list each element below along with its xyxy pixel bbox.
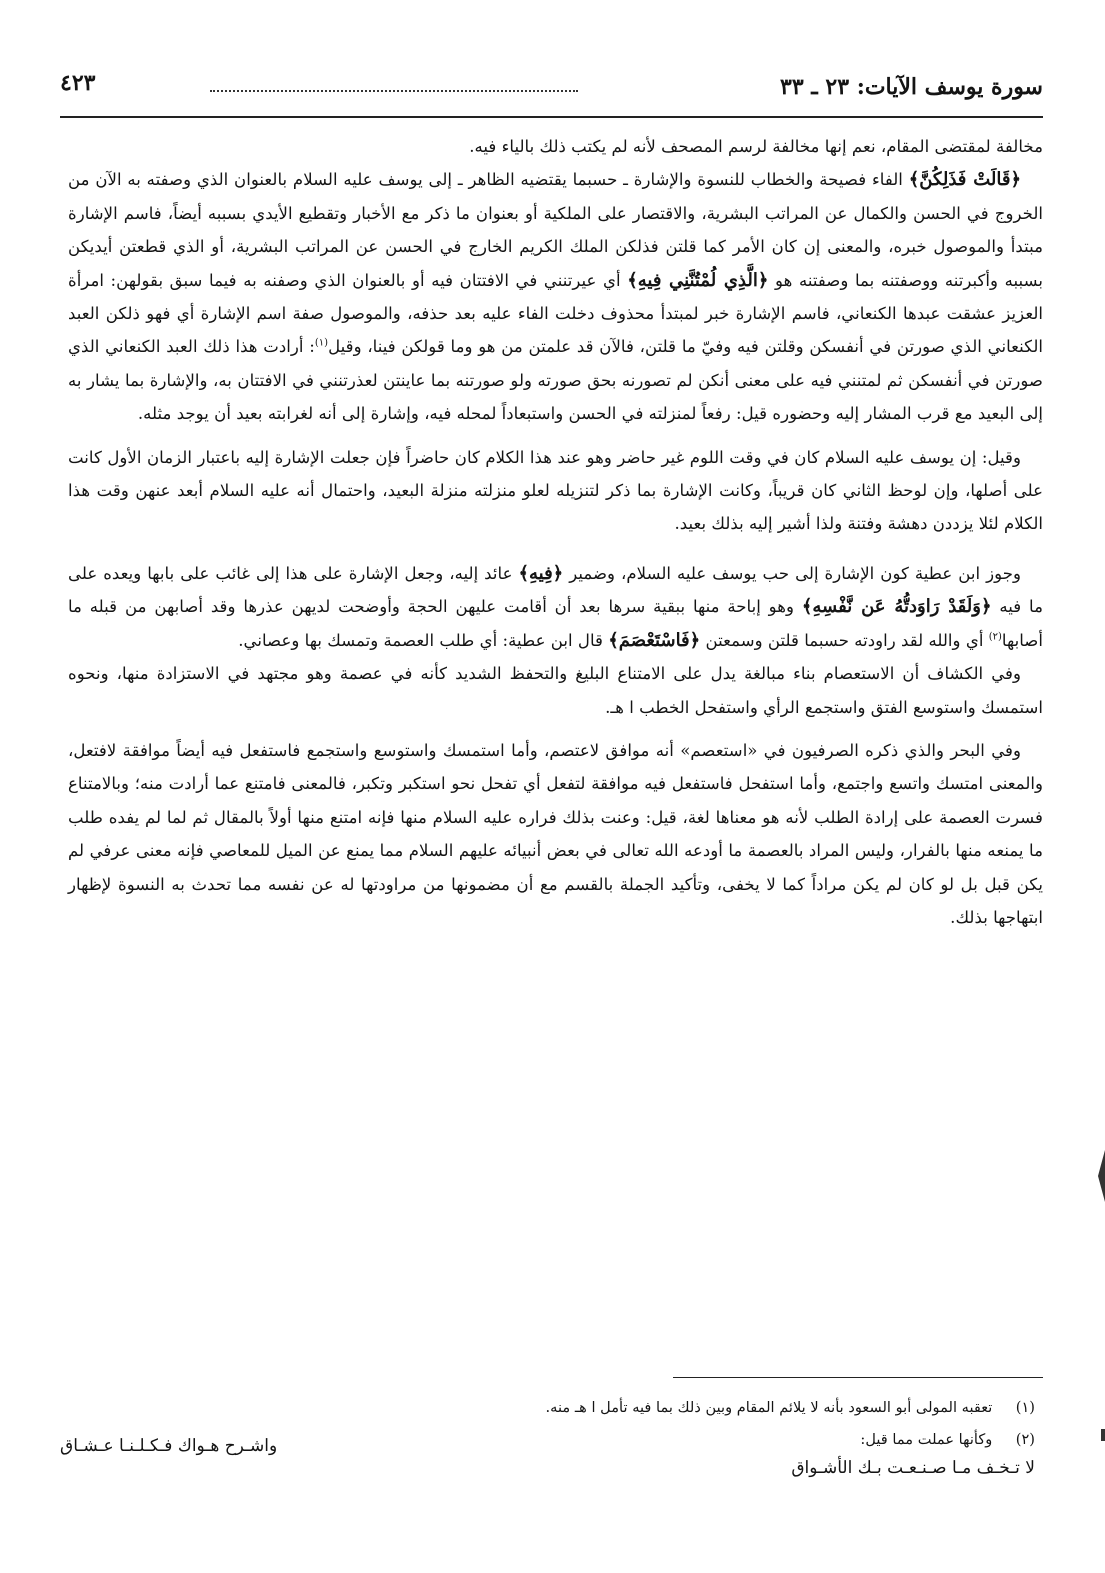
footnote-number: (١): [1015, 1399, 1035, 1416]
footnote-text: وكأنها عملت مما قيل:: [860, 1431, 993, 1448]
text-run: أي عيرتنني في الافتتان فيه أو بالعنوان الذي وصفنه به فيما سبق بقولهن: امرأة العزيز عشقت عبدها الكنعاني، فاسم الإشارة خبر لمبتدأ محذوف دخلت الفاء عليه بعد حذفه، والموصول صفة اسم الإشارة أي فهو ذلكن العبد الكنعاني الذي صورتن في أنفسكن وقلتن فيه وفيّ ما قلتن، فالآن قد علمتن من هو وما قولكن فينا، وقيل: [68, 270, 1043, 357]
text-run: الفاء فصيحة والخطاب للنسوة والإشارة ـ حسبما يقتضيه الظاهر ـ إلى يوسف عليه السلام بالعنوان الذي وصفته به الآن من الخروج في الحسن والكمال عن المراتب البشرية، والاقتصار على الملكية أو بعنوان ما ذكر مع الأخبار وتقطيع الأيدي بسببه أيضاً، فاسم الإشارة مبتدأ والموصول خبره، والمعنى إن كان الأمر كما قلتن فذلكن الملك الكريم الخارج في الحسن عن المراتب البشرية، أو الذي قطعتن أيديكن بسببه وأكبرتنه ووصفتنه بما وصفتنه هو: [68, 170, 1043, 290]
scan-edge-mark: [1101, 1429, 1105, 1441]
text-run: عائد إليه، وجعل الإشارة على هذا إلى غائب على بابها ويعده على ما فيه: [68, 563, 1043, 617]
leader-dots: [210, 90, 578, 92]
quran-quote: ﴿الَّذِي لُمْتُنَّنِي فِيهِ﴾: [627, 269, 769, 291]
paragraph: [68, 734, 1043, 934]
text-run: أي والله لقد راودته حسبما قلتن وسمعتن: [700, 630, 989, 650]
paragraph: [68, 557, 1043, 657]
quran-quote: ﴿فِيهِ﴾: [518, 562, 564, 584]
paragraph: [68, 441, 1043, 541]
text-run: قال ابن عطية: أي طلب العصمة وتمسك بها وعصاني.: [238, 630, 609, 650]
text-run: : أرادت هذا ذلك العبد الكنعاني الذي صورتن في أنفسكن ثم لمتنني فيه على معنى أنكن لم تصورنه بحق صورته ولو صورتنه بما عاينتن لعذرتنني في الافتتان به، والإشارة بما يشار به إلى البعيد مع قرب المشار إليه وحضوره قيل: رفعاً لمنزلته في الحسن واستبعاداً لمحله فيه، وإشارة إلى أنه لغرابته بعيد أن يوجد مثله.: [68, 337, 1043, 424]
footnotes: [60, 1392, 1035, 1492]
text-run: وفي البحر والذي ذكره الصرفيون في «استعصم» أنه موافق لاعتصم، وأما استمسك واستوسع واستجمع فاستفعل فيه أيضاً موافقة لافتعل، والمعنى امتسك واتسع واجتمع، وأما استفحل فاستفعل فيه موافقة لتفعل أي تفحل نحو استكبر وتكبر، فالمعنى فامتنع عما أرادت منه؛ وبالامتناع فسرت العصمة على إرادة الطلب لأنه هو معناها لغة، قيل: وعنت بذلك فراره عليه السلام منها فإنه امتنع منها أولاً بالمقال ثم لما لم يفده طلب ما يمنعه منها بالفرار، وليس المراد بالعصمة ما أودعه الله تعالى في بعض أنبيائه عليهم السلام مما يمنع عن الميل للمعاصي فإنه معنى عرفي لم يكن قبل بل لو كان لم يكن مراداً كما لا يخفى، وتأكيد الجملة بالقسم مع أن مضمونها من مراودتها له عن نفسه مما تحدث به النسوة لإظهار ابتهاجها بذلك.: [68, 740, 1043, 927]
text-run: وجوز ابن عطية كون الإشارة إلى حب يوسف عليه السلام، وضمير: [563, 563, 1021, 583]
verse-second-hemistich: واشـرح هـواك فـكـلـنـا عـشـاق: [60, 1436, 278, 1456]
footnote-text: تعقبه المولى أبو السعود بأنه لا يلائم المقام وبين ذلك بما فيه تأمل ا هـ منه.: [545, 1399, 993, 1416]
footnote-reference: (١): [314, 337, 329, 349]
verse-first-hemistich: لا تـخـف مـا صـنـعـت بـك الأشـواق: [791, 1458, 1035, 1478]
paragraph: [68, 657, 1043, 724]
footnote-reference: (٢): [988, 631, 1002, 643]
running-head: [60, 70, 1043, 118]
text-run: وقيل: إن يوسف عليه السلام كان في وقت اللوم غير حاضر وهو عند هذا الكلام كان حاضراً فإن جعلت الإشارة إليه باعتبار الزمان الأول كانت على أصلها، وإن لوحظ الثاني كان قريباً، وكانت الإشارة بما ذكر لتنزيله لعلو منزلته منزلة البعيد، واحتمال أنه عليه السلام أبعد عنهن وقت هذا الكلام لئلا يزددن دهشة وفتنة ولذا أشير إليه بذلك بعيد.: [68, 447, 1043, 534]
text-run: وفي الكشاف أن الاستعصام بناء مبالغة يدل على الامتناع البليغ والتحفظ الشديد كأنه في عصمة وهو مجتهد في الاستزادة منها، ونحوه استمسك واستوسع الفتق واستجمع الرأي واستفحل الخطب ا هـ.: [68, 664, 1043, 717]
text-run: وهو إباحة منها ببقية سرها بعد أن أقامت عليهن الحجة وأوضحت لديهن عذرها وقد أصابهن من قبله ما أصابها: [68, 597, 1043, 650]
footnote-1: [60, 1392, 1035, 1424]
footnote-separator: [673, 1377, 1043, 1378]
scan-edge-mark: [1098, 1150, 1105, 1202]
footnote-number: (٢): [1015, 1431, 1035, 1448]
main-text: [68, 130, 1043, 934]
text-run: مخالفة لمقتضى المقام، نعم إنها مخالفة لرسم المصحف لأنه لم يكتب ذلك بالياء فيه.: [469, 137, 1043, 156]
running-head-title: سورة يوسف الآيات: ٢٣ ـ ٣٣: [780, 74, 1043, 100]
paragraph: [68, 130, 1043, 163]
quran-quote: ﴿فَاسْتَعْصَمَ﴾: [608, 629, 701, 651]
quran-quote: ﴿وَلَقَدْ رَاوَدتُّهُ عَن نَّفْسِهِ﴾: [801, 596, 992, 618]
page-number: ٤٢٣: [60, 70, 96, 96]
paragraph: [68, 163, 1043, 430]
quran-quote: ﴿قَالَتْ فَذَلِكُنَّ﴾: [908, 169, 1021, 191]
